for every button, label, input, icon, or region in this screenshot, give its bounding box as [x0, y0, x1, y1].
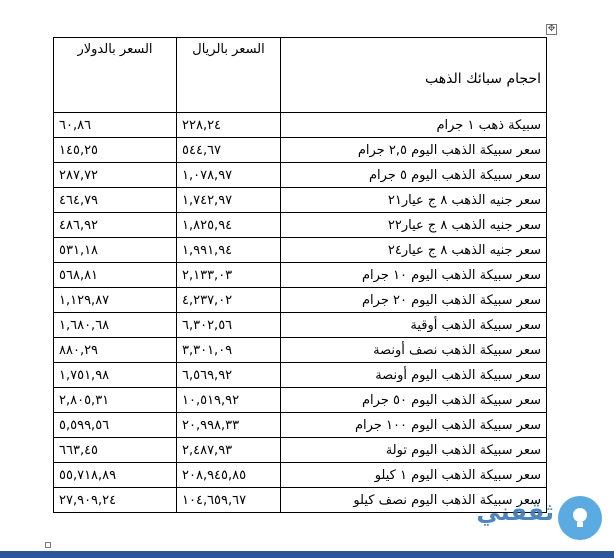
- sar-price-cell: ٥٤٤,٦٧: [177, 138, 281, 163]
- usd-price-cell: ٢,٨٠٥,٣١: [54, 388, 177, 413]
- sar-price-cell: ١,٨٢٥,٩٤: [177, 213, 281, 238]
- table-row: [54, 163, 547, 188]
- header-sar: السعر بالريال: [177, 38, 281, 113]
- header-name: احجام سبائك الذهب: [281, 38, 547, 113]
- item-name-cell: سعر سبيكة الذهب أوقية: [281, 313, 547, 338]
- sar-price-cell: ١,٩٩١,٩٤: [177, 238, 281, 263]
- item-name-cell: سعر سبيكة الذهب اليوم ٥٠ جرام: [281, 388, 547, 413]
- usd-price-cell: ٥٣١,١٨: [54, 238, 177, 263]
- item-name-cell: سعر سبيكة الذهب اليوم تولة: [281, 438, 547, 463]
- sar-price-cell: ٣,٣٠١,٠٩: [177, 338, 281, 363]
- sar-price-cell: ٤,٢٣٧,٠٢: [177, 288, 281, 313]
- header-usd: السعر بالدولار: [54, 38, 177, 113]
- table-row: [54, 388, 547, 413]
- usd-price-cell: ٥٥,٧١٨,٨٩: [54, 463, 177, 488]
- site-watermark: [476, 494, 606, 546]
- usd-price-cell: ١٤٥,٢٥: [54, 138, 177, 163]
- table-row: [54, 313, 547, 338]
- table-row: [54, 363, 547, 388]
- table-row: [54, 188, 547, 213]
- table-row: [54, 288, 547, 313]
- table-row: [54, 488, 547, 513]
- lightbulb-icon: [558, 496, 602, 540]
- usd-price-cell: ٦٠,٨٦: [54, 113, 177, 138]
- sar-price-cell: ٦,٣٠٢,٥٦: [177, 313, 281, 338]
- table-resize-handle[interactable]: [45, 542, 51, 548]
- item-name-cell: سعر سبيكة الذهب اليوم نصف كيلو: [281, 488, 547, 513]
- usd-price-cell: ٥٦٨,٨١: [54, 263, 177, 288]
- table-row: [54, 463, 547, 488]
- page-bottom-bar: [0, 551, 614, 558]
- table-row: [54, 438, 547, 463]
- item-name-cell: سعر سبيكة الذهب اليوم ٥ جرام: [281, 163, 547, 188]
- table-row: [54, 113, 547, 138]
- usd-price-cell: ٢٧,٩٠٩,٢٤: [54, 488, 177, 513]
- usd-price-cell: ٥,٥٩٩,٥٦: [54, 413, 177, 438]
- item-name-cell: سعر سبيكة الذهب نصف أونصة: [281, 338, 547, 363]
- sar-price-cell: ٢٠٨,٩٤٥,٨٥: [177, 463, 281, 488]
- usd-price-cell: ١,٧٥١,٩٨: [54, 363, 177, 388]
- usd-price-cell: ١,١٢٩,٨٧: [54, 288, 177, 313]
- item-name-cell: سعر جنيه الذهب ٨ ج عيار٢١: [281, 188, 547, 213]
- item-name-cell: سعر جنيه الذهب ٨ ج عيار٢٤: [281, 238, 547, 263]
- table-header-row: [54, 38, 547, 113]
- sar-price-cell: ٢,١٣٣,٠٣: [177, 263, 281, 288]
- usd-price-cell: ٢٨٧,٧٢: [54, 163, 177, 188]
- item-name-cell: سعر سبيكة الذهب اليوم ١٠ جرام: [281, 263, 547, 288]
- sar-price-cell: ١,٠٧٨,٩٧: [177, 163, 281, 188]
- table-move-handle[interactable]: [546, 24, 557, 35]
- sar-price-cell: ١٠,٥١٩,٩٢: [177, 388, 281, 413]
- item-name-cell: سعر سبيكة الذهب اليوم ١ كيلو: [281, 463, 547, 488]
- item-name-cell: سعر جنيه الذهب ٨ ج عيار٢٢: [281, 213, 547, 238]
- item-name-cell: سعر سبيكة الذهب اليوم ٢,٥ جرام: [281, 138, 547, 163]
- item-name-cell: سبيكة ذهب ١ جرام: [281, 113, 547, 138]
- sar-price-cell: ٢٢٨,٢٤: [177, 113, 281, 138]
- sar-price-cell: ٦,٥٦٩,٩٢: [177, 363, 281, 388]
- sar-price-cell: ١٠٤,٦٥٩,٦٧: [177, 488, 281, 513]
- table-row: [54, 413, 547, 438]
- usd-price-cell: ٤٦٤,٧٩: [54, 188, 177, 213]
- move-arrows-icon: ✥: [547, 24, 556, 34]
- sar-price-cell: ١,٧٤٢,٩٧: [177, 188, 281, 213]
- table-row: [54, 338, 547, 363]
- table-row: [54, 213, 547, 238]
- sar-price-cell: ٢٠,٩٩٨,٣٣: [177, 413, 281, 438]
- sar-price-cell: ٢,٤٨٧,٩٣: [177, 438, 281, 463]
- usd-price-cell: ٨٨٠,٢٩: [54, 338, 177, 363]
- item-name-cell: سعر سبيكة الذهب اليوم ٢٠ جرام: [281, 288, 547, 313]
- table-row: [54, 138, 547, 163]
- usd-price-cell: ٤٨٦,٩٢: [54, 213, 177, 238]
- usd-price-cell: ٦٦٣,٤٥: [54, 438, 177, 463]
- table-row: [54, 238, 547, 263]
- usd-price-cell: ١,٦٨٠,٦٨: [54, 313, 177, 338]
- item-name-cell: سعر سبيكة الذهب اليوم أونصة: [281, 363, 547, 388]
- table-row: [54, 263, 547, 288]
- watermark-text: ثقفني: [476, 498, 554, 526]
- item-name-cell: سعر سبيكة الذهب اليوم ١٠٠ جرام: [281, 413, 547, 438]
- gold-prices-table: [53, 37, 547, 513]
